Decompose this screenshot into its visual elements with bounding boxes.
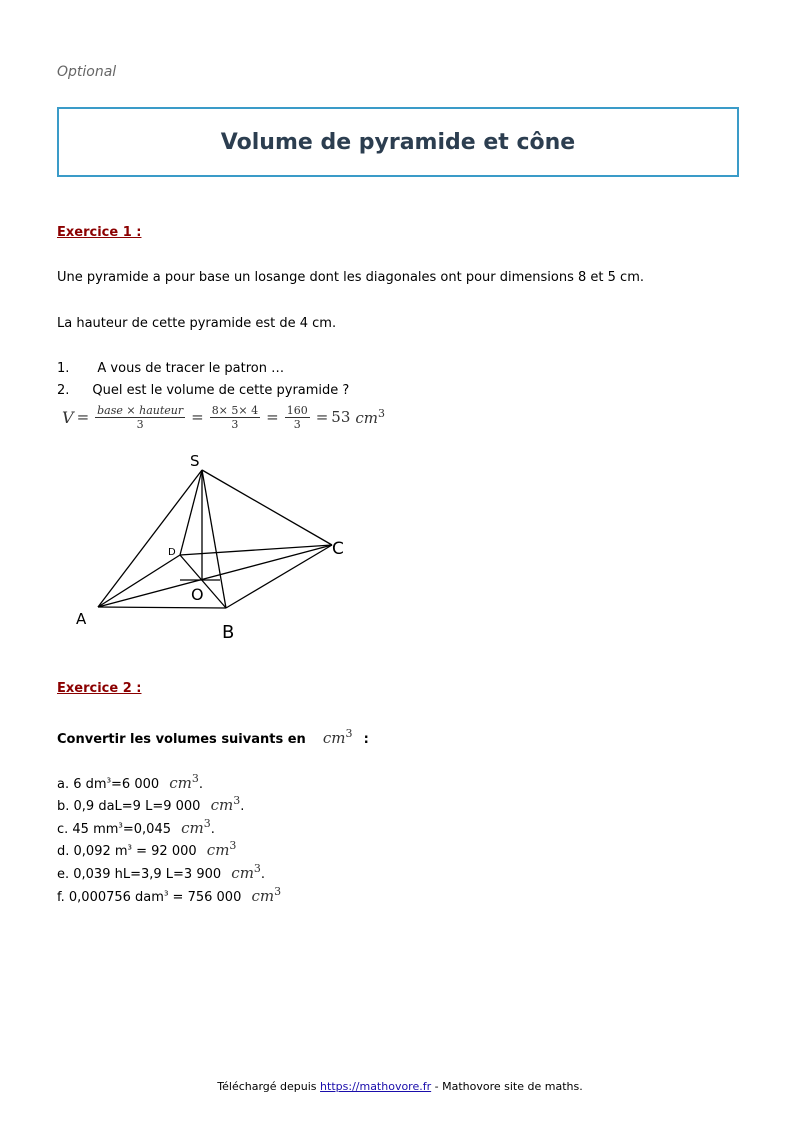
item-post: = 92 000	[132, 844, 197, 859]
unit-exponent: 3	[378, 407, 385, 420]
item-end: .	[210, 822, 215, 837]
unit-text: cm	[210, 796, 234, 814]
item-sup: 3	[106, 776, 112, 785]
conversion-item-b	[57, 794, 244, 814]
unit-text: cm	[355, 409, 378, 427]
unit-exponent: 3	[345, 727, 353, 740]
unit-text: cm	[206, 841, 230, 859]
exercise-1-item-2	[57, 383, 349, 398]
conversion-item-e	[57, 862, 265, 882]
footer-suffix: - Mathovore site de maths.	[434, 1080, 583, 1093]
item-sup: 3	[127, 843, 132, 852]
instruction-text: Convertir les volumes suivants en	[57, 732, 306, 747]
footer-prefix: Téléchargé depuis	[217, 1080, 317, 1093]
label-o: O	[191, 585, 204, 604]
formula-result: 53	[331, 408, 351, 426]
item-text: A vous de tracer le patron …	[97, 361, 285, 376]
item-sup: 3	[118, 821, 123, 830]
unit-exponent: 3	[229, 839, 237, 852]
pyramid-figure	[70, 452, 360, 651]
item-pre: f. 0,000756 dam	[57, 890, 164, 905]
item-pre: e. 0,039 hL=3,9 L=3 900	[57, 867, 222, 882]
volume-formula	[62, 400, 385, 434]
item-unit	[251, 887, 281, 905]
unit-exponent: 3	[191, 772, 199, 785]
item-pre: a. 6 dm	[57, 777, 107, 792]
label-a: A	[76, 610, 87, 628]
footer	[0, 1080, 800, 1093]
fraction-2	[210, 404, 260, 431]
item-end: .	[260, 867, 266, 882]
equals-sign: =	[315, 408, 329, 426]
conversion-item-f	[57, 885, 281, 905]
fraction-denominator: 3	[136, 417, 144, 431]
exercise-1-paragraph-2: La hauteur de cette pyramide est de 4 cm.	[57, 316, 337, 331]
unit-text: cm	[169, 774, 192, 792]
optional-tag: Optional	[57, 64, 117, 80]
item-post: = 756 000	[168, 890, 242, 905]
pyramid-sketch	[70, 452, 360, 647]
item-unit	[169, 774, 199, 792]
item-post: =6 000	[111, 777, 160, 792]
item-pre: c. 45 mm	[57, 822, 119, 837]
equals-sign: =	[191, 408, 204, 426]
item-unit	[211, 796, 241, 814]
fraction-denominator: 3	[293, 417, 301, 431]
unit-exponent: 3	[274, 885, 282, 898]
unit-exponent: 3	[203, 817, 211, 830]
unit-text: cm	[322, 729, 346, 747]
conversion-item-c	[57, 817, 215, 837]
conversion-item-a	[57, 772, 203, 792]
fraction-numerator: base × hauteur	[97, 403, 184, 417]
fraction-denominator: 3	[231, 417, 239, 431]
item-post: =0,045	[122, 822, 171, 837]
unit-text: cm	[251, 887, 275, 905]
exercise-2-instruction	[57, 727, 369, 747]
label-c: C	[332, 539, 344, 559]
exercise-1-item-1	[57, 361, 284, 376]
item-unit	[231, 864, 261, 882]
exercise-1-paragraph-1: Une pyramide a pour base un losange dont les diagonales ont pour dimensions 8 et 5 cm.	[57, 270, 644, 285]
unit-exponent: 3	[233, 794, 241, 807]
equals-sign: =	[76, 408, 90, 426]
page-title: Volume de pyramide et cône	[220, 129, 576, 155]
label-b: B	[222, 622, 235, 643]
item-pre: d. 0,092 m	[57, 844, 128, 859]
item-pre: b. 0,9 daL=9 L=9 000	[57, 799, 201, 814]
fraction-numerator: 160	[286, 403, 308, 417]
unit-text: cm	[181, 819, 204, 837]
conversion-item-d	[57, 839, 236, 859]
instruction-unit	[323, 729, 353, 747]
instruction-end: :	[363, 732, 369, 747]
footer-link[interactable]: https://mathovore.fr	[320, 1080, 432, 1093]
item-unit	[207, 841, 237, 859]
exercise-2-heading: Exercice 2 :	[57, 681, 142, 696]
item-end: .	[198, 777, 204, 792]
unit-text: cm	[231, 864, 254, 882]
item-end: .	[240, 799, 245, 814]
equals-sign: =	[266, 408, 279, 426]
formula-unit	[355, 407, 385, 427]
label-s: S	[190, 452, 200, 470]
label-d: D	[168, 547, 176, 558]
item-number: 2.	[57, 383, 70, 398]
item-unit	[181, 819, 211, 837]
fraction-3	[285, 404, 310, 431]
item-number: 1.	[57, 361, 70, 376]
formula-lhs: V	[62, 407, 74, 427]
item-sup: 3	[163, 889, 169, 898]
item-text: Quel est le volume de cette pyramide ?	[92, 383, 350, 398]
fraction-numerator: 8× 5× 4	[211, 403, 259, 417]
fraction-1	[95, 404, 185, 431]
unit-exponent: 3	[253, 862, 261, 875]
exercise-1-heading: Exercice 1 :	[57, 225, 142, 240]
title-box	[57, 107, 739, 177]
